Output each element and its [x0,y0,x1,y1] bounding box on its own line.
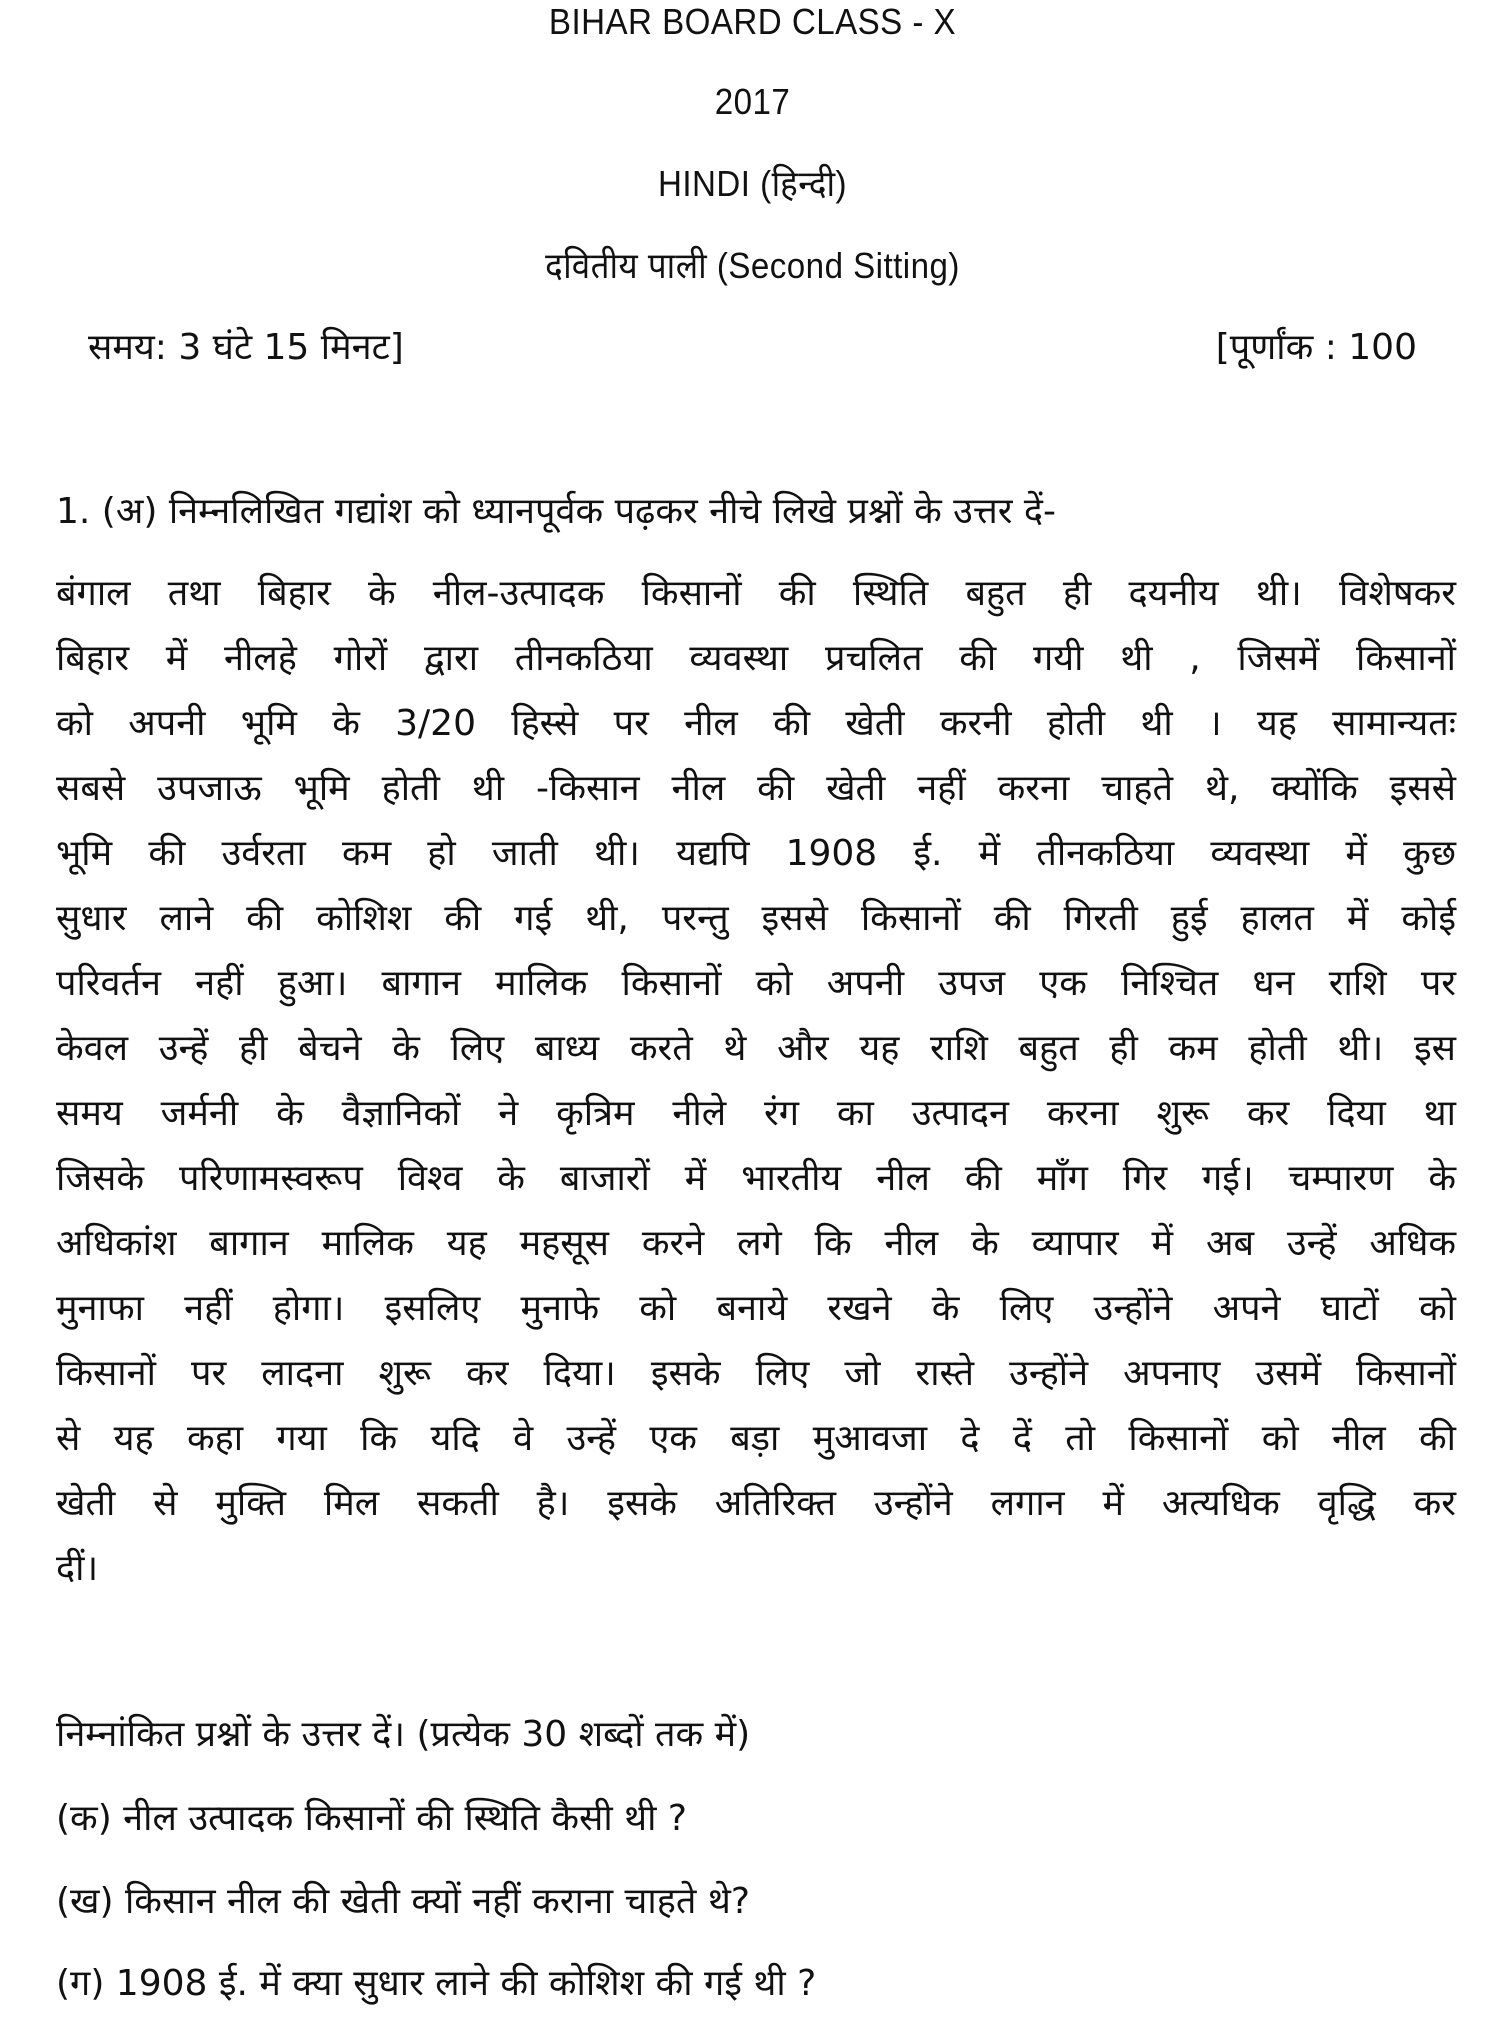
sub-question-kha: (ख) किसान नील की खेती क्यों नहीं कराना चाहते थे? [56,1881,750,1922]
passage-line: से यह कहा गया कि यदि वे उन्हें एक बड़ा मुआवजा दे दें तो किसानों को नील की [56,1418,1456,1459]
passage-line: सबसे उपजाऊ भूमि होती थी -किसान नील की खेती नहीं करना चाहते थे, क्योंकि इससे [56,768,1456,809]
passage-line: केवल उन्हें ही बेचने के लिए बाध्य करते थे और यह राशि बहुत ही कम होती थी। इस [56,1028,1456,1069]
sub-question-ka: (क) नील उत्पादक किसानों की स्थिति कैसी थी ? [56,1798,688,1839]
sitting-label: दवितीय पाली (Second Sitting) [545,245,960,286]
sub-questions-instruction: निम्नांकित प्रश्नों के उत्तर दें। (प्रत्येक 30 शब्दों तक में) [56,1714,751,1755]
exam-meta-row [88,326,1417,370]
exam-year: 2017 [714,81,791,122]
sub-question-ga: (ग) 1908 ई. में क्या सुधार लाने की कोशिश की गई थी ? [56,1963,817,2004]
question-1-instruction: 1. (अ) निम्नलिखित गद्यांश को ध्यानपूर्वक पढ़कर नीचे लिखे प्रश्नों के उत्तर दें- [56,491,1057,532]
passage-line: समय जर्मनी के वैज्ञानिकों ने कृत्रिम नीले रंग का उत्पादन करना शुरू कर दिया था [56,1093,1456,1134]
passage-line: किसानों पर लादना शुरू कर दिया। इसके लिए जो रास्ते उन्होंने अपनाए उसमें किसानों [56,1353,1456,1394]
full-marks: [पूर्णांक : 100 [1215,327,1417,368]
passage-line: को अपनी भूमि के 3/20 हिस्से पर नील की खेती करनी होती थी । यह सामान्यतः [56,703,1456,744]
board-title: BIHAR BOARD CLASS - X [548,1,957,42]
passage-line: खेती से मुक्ति मिल सकती है। इसके अतिरिक्त उन्होंने लगान में अत्यधिक वृद्धि कर [56,1483,1456,1524]
passage-line: दीं। [56,1548,99,1589]
passage-line: बिहार में नीलहे गोरों द्वारा तीनकठिया व्यवस्था प्रचलित की गयी थी , जिसमें किसानों [56,638,1456,679]
passage-line: परिवर्तन नहीं हुआ। बागान मालिक किसानों को अपनी उपज एक निश्चित धन राशि पर [56,963,1456,1004]
passage-line: भूमि की उर्वरता कम हो जाती थी। यद्यपि 1908 ई. में तीनकठिया व्यवस्था में कुछ [56,833,1456,874]
passage [56,572,1456,1612]
passage-line: अधिकांश बागान मालिक यह महसूस करने लगे कि नील के व्यापार में अब उन्हें अधिक [56,1223,1456,1264]
passage-line: मुनाफा नहीं होगा। इसलिए मुनाफे को बनाये रखने के लिए उन्होंने अपने घाटों को [56,1288,1456,1329]
subject-title: HINDI (हिन्दी) [657,163,848,204]
time-allowed: समय: 3 घंटे 15 मिनट] [88,327,404,368]
passage-line: सुधार लाने की कोशिश की गई थी, परन्तु इससे किसानों की गिरती हुई हालत में कोई [56,898,1456,939]
passage-line: बंगाल तथा बिहार के नील-उत्पादक किसानों की स्थिति बहुत ही दयनीय थी। विशेषकर [56,573,1456,614]
passage-line: जिसके परिणामस्वरूप विश्व के बाजारों में भारतीय नील की माँग गिर गई। चम्पारण के [56,1158,1456,1199]
